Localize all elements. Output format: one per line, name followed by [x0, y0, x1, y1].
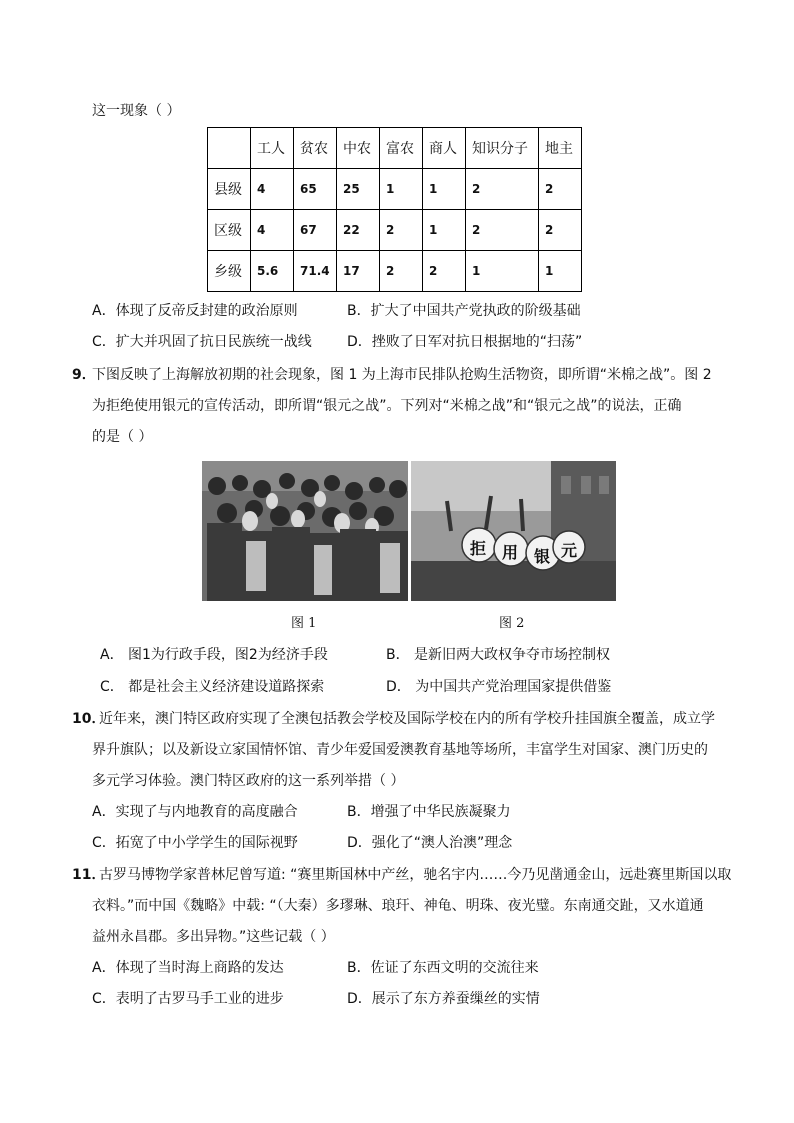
- q11-option-c[interactable]: C．表明了古罗马手工业的进步: [92, 991, 284, 1007]
- q10-number: 10．: [72, 711, 106, 727]
- q11-stem-line: 古罗马博物学家普林尼曾写道: “赛里斯国林中产丝，驰名宇内……今乃见凿通金山，远赴赛里斯国以取: [99, 867, 732, 883]
- q8-option-a[interactable]: A．体现了反帝反封建的政治原则: [92, 303, 298, 319]
- figure-2-caption: 图 2: [499, 616, 525, 631]
- table-cell: 65: [294, 169, 337, 210]
- table-row-label: 县级: [208, 169, 251, 210]
- table-cell: 2: [380, 210, 423, 251]
- table-header-cell: 地主: [539, 128, 582, 169]
- table-header-row: [208, 128, 582, 169]
- q10-stem-line: 界升旗队；以及新设立家国情怀馆、青少年爱国爱澳教育基地等场所，丰富学生对国家、澳门历史的: [92, 742, 708, 758]
- q9-number: 9．: [72, 367, 96, 383]
- table-header-cell: 工人: [251, 128, 294, 169]
- q10-stem-line: 多元学习体验。澳门特区政府的这一系列举措（ ）: [92, 773, 405, 789]
- table-row-label: 区级: [208, 210, 251, 251]
- q11-option-d[interactable]: D．展示了东方养蚕缫丝的实情: [347, 991, 540, 1007]
- table-cell: 2: [466, 210, 539, 251]
- q11-stem-line: 益州永昌郡。多出异物。”这些记载（ ）: [92, 929, 335, 945]
- figure-1-crowd-photo: [202, 461, 408, 601]
- q9-stem-line: 为拒绝使用银元的宣传活动，即所谓“银元之战”。下列对“米棉之战”和“银元之战”的说法，正确: [92, 398, 682, 414]
- table-cell: 2: [539, 169, 582, 210]
- table-cell: 2: [539, 210, 582, 251]
- table-cell: 1: [539, 251, 582, 292]
- table-cell: 1: [423, 169, 466, 210]
- table-row: [208, 210, 582, 251]
- q9-option-c[interactable]: C． 都是社会主义经济建设道路探索: [100, 679, 325, 695]
- table-row: [208, 251, 582, 292]
- q9-option-a[interactable]: A． 图1为行政手段，图2为经济手段: [100, 647, 328, 663]
- q11-option-a[interactable]: A．体现了当时海上商路的发达: [92, 960, 284, 976]
- q8-option-d[interactable]: D．挫败了日军对抗日根据地的“扫荡”: [347, 334, 583, 350]
- figure-2-sign-char: 用: [502, 543, 519, 562]
- q8-option-c[interactable]: C．扩大并巩固了抗日民族统一战线: [92, 334, 312, 350]
- table-header-cell: 中农: [337, 128, 380, 169]
- q9-stem-line: 的是（ ）: [92, 429, 153, 445]
- q10-option-d[interactable]: D．强化了“澳人治澳”理念: [347, 835, 513, 851]
- table-cell: 1: [466, 251, 539, 292]
- q9-option-d[interactable]: D． 为中国共产党治理国家提供借鉴: [386, 679, 612, 695]
- table-header-cell: 知识分子: [466, 128, 539, 169]
- q10-option-c[interactable]: C．拓宽了中小学学生的国际视野: [92, 835, 298, 851]
- q9-option-b[interactable]: B． 是新旧两大政权争夺市场控制权: [386, 647, 611, 663]
- table-cell: 25: [337, 169, 380, 210]
- q11-option-b[interactable]: B．佐证了东西文明的交流往来: [347, 960, 539, 976]
- q8-option-b[interactable]: B．扩大了中国共产党执政的阶级基础: [347, 303, 581, 319]
- table-header-cell: 商人: [423, 128, 466, 169]
- q9-stem-line: 下图反映了上海解放初期的社会现象，图 1 为上海市民排队抢购生活物资，即所谓“米棉之战”。图 2: [92, 367, 712, 383]
- figure-2-sign-char: 银: [534, 547, 551, 566]
- table-header-cell: 贫农: [294, 128, 337, 169]
- table-cell: 1: [423, 210, 466, 251]
- q11-stem-line: 衣料。”而中国《魏略》中载: “（大秦）多璆琳、琅玕、神龟、明珠、夜光璧。东南通交趾，又水道通: [92, 898, 704, 914]
- figure-2-sign-char: 拒: [470, 539, 487, 558]
- table-cell: 71.4: [294, 251, 337, 292]
- q10-option-a[interactable]: A．实现了与内地教育的高度融合: [92, 804, 298, 820]
- q10-option-b[interactable]: B．增强了中华民族凝聚力: [347, 804, 511, 820]
- table-cell: 17: [337, 251, 380, 292]
- table-cell: 22: [337, 210, 380, 251]
- q10-stem-line: 近年来，澳门特区政府实现了全澳包括教会学校及国际学校在内的所有学校升挂国旗全覆盖，成立学: [99, 711, 715, 727]
- table-cell: 1: [380, 169, 423, 210]
- figure-2-banner-photo: [411, 461, 616, 601]
- figure-2-sign-char: 元: [561, 541, 578, 560]
- q11-number: 11．: [72, 867, 106, 883]
- table-cell: 2: [380, 251, 423, 292]
- table-cell: 2: [466, 169, 539, 210]
- table-cell: 4: [251, 210, 294, 251]
- table-cell: 5.6: [251, 251, 294, 292]
- table-header-cell: [208, 128, 251, 169]
- table-cell: 2: [423, 251, 466, 292]
- table-row: [208, 169, 582, 210]
- question-8-stem-end: 这一现象（ ）: [92, 103, 181, 119]
- table-row-label: 乡级: [208, 251, 251, 292]
- figure-1-caption: 图 1: [291, 616, 317, 631]
- table-cell: 4: [251, 169, 294, 210]
- class-composition-table: [207, 127, 582, 292]
- table-header-cell: 富农: [380, 128, 423, 169]
- table-cell: 67: [294, 210, 337, 251]
